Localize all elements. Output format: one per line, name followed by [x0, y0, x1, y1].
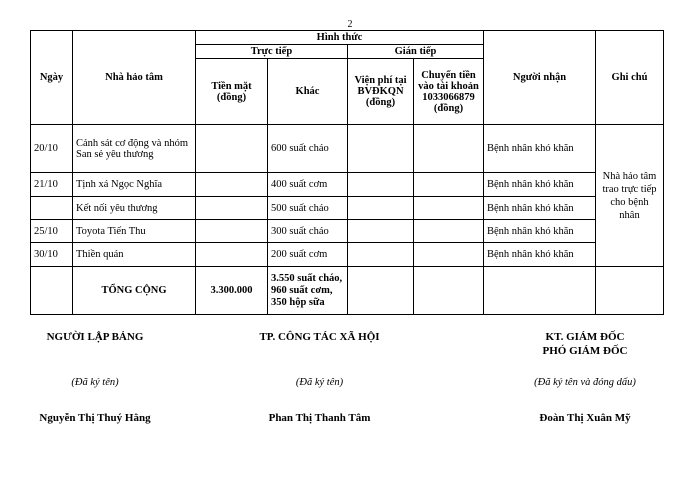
row-donor: Kết nối yêu thương [73, 197, 196, 220]
row-recipient: Bệnh nhân khó khăn [484, 125, 596, 173]
row-hospital-fee [348, 173, 414, 197]
row-cash [196, 197, 268, 220]
header-indirect: Gián tiếp [348, 45, 484, 59]
table-row [31, 125, 664, 173]
row-hospital-fee [348, 220, 414, 243]
row-other: 200 suất cơm [268, 243, 348, 267]
row-other: 300 suất cháo [268, 220, 348, 243]
header-note: Ghi chú [596, 31, 664, 125]
signature-signed-note: (Đã ký tên và đóng dấu) [534, 377, 636, 388]
total-other [268, 267, 348, 315]
signature-signed-note: (Đã ký tên) [71, 377, 119, 388]
row-hospital-fee [348, 197, 414, 220]
signature-name: Phan Thị Thanh Tâm [268, 412, 371, 424]
row-donor: Cảnh sát cơ động và nhóm San sẻ yêu thương [73, 125, 196, 173]
header-date: Ngày [31, 31, 73, 125]
signature-name: Đoàn Thị Xuân Mỹ [539, 412, 631, 424]
table-row [31, 243, 664, 267]
row-transfer [414, 220, 484, 243]
signature-signed-note: (Đã ký tên) [295, 377, 344, 388]
table-row [31, 220, 664, 243]
signature-title: KT. GIÁM ĐỐC [545, 331, 625, 343]
donation-table [30, 30, 664, 315]
row-other: 400 suất cơm [268, 173, 348, 197]
signature-name: Nguyễn Thị Thuý Hằng [39, 412, 151, 424]
row-cash [196, 125, 268, 173]
total-other-line: 3.550 suất cháo, [271, 272, 343, 284]
header-transfer: Chuyển tiền vào tài khoản 1033066879 (đồng) [414, 59, 484, 125]
table-row [31, 173, 664, 197]
total-other-line: 350 hộp sữa [271, 296, 325, 308]
signature-title: TP. CÔNG TÁC XÃ HỘI [259, 331, 380, 343]
total-other-line: 960 suất cơm, [271, 284, 333, 296]
total-note [596, 267, 664, 315]
row-recipient: Bệnh nhân khó khăn [484, 173, 596, 197]
row-cash [196, 243, 268, 267]
total-transfer [414, 267, 484, 315]
row-donor: Toyota Tiến Thu [73, 220, 196, 243]
table-row [31, 197, 664, 220]
signature-preparer [10, 330, 180, 430]
header-hospital-fee: Viện phí tại BVĐKQN (đồng) [348, 59, 414, 125]
header-direct: Trực tiếp [196, 45, 348, 59]
note-cell: Nhà hảo tâm trao trực tiếp cho bệnh nhân [596, 125, 664, 267]
row-hospital-fee [348, 125, 414, 173]
row-recipient: Bệnh nhân khó khăn [484, 220, 596, 243]
total-row [31, 267, 664, 315]
row-cash [196, 220, 268, 243]
total-cash: 3.300.000 [196, 267, 268, 315]
signature-subtitle: PHÓ GIÁM ĐỐC [542, 345, 628, 357]
row-transfer [414, 243, 484, 267]
row-transfer [414, 173, 484, 197]
signature-social-work-head [232, 330, 407, 430]
row-recipient: Bệnh nhân khó khăn [484, 243, 596, 267]
row-date: 25/10 [31, 220, 73, 243]
row-transfer [414, 125, 484, 173]
signature-title: NGƯỜI LẬP BẢNG [46, 331, 144, 343]
header-method: Hình thức [196, 31, 484, 45]
row-donor: Tịnh xá Ngọc Nghĩa [73, 173, 196, 197]
header-other: Khác [268, 59, 348, 125]
row-other: 600 suất cháo [268, 125, 348, 173]
row-other: 500 suất cháo [268, 197, 348, 220]
header-donor: Nhà hảo tâm [73, 31, 196, 125]
row-hospital-fee [348, 243, 414, 267]
row-date: 20/10 [31, 125, 73, 173]
header-recipient: Người nhận [484, 31, 596, 125]
header-cash: Tiền mặt (đồng) [196, 59, 268, 125]
row-cash [196, 173, 268, 197]
signature-deputy-director [500, 330, 670, 430]
total-hospital-fee [348, 267, 414, 315]
total-date [31, 267, 73, 315]
row-date: 30/10 [31, 243, 73, 267]
row-date: 21/10 [31, 173, 73, 197]
page-number: 2 [347, 19, 353, 30]
row-donor: Thiền quán [73, 243, 196, 267]
row-date [31, 197, 73, 220]
row-transfer [414, 197, 484, 220]
row-recipient: Bệnh nhân khó khăn [484, 197, 596, 220]
total-recipient [484, 267, 596, 315]
total-label: TỔNG CỘNG [73, 267, 196, 315]
